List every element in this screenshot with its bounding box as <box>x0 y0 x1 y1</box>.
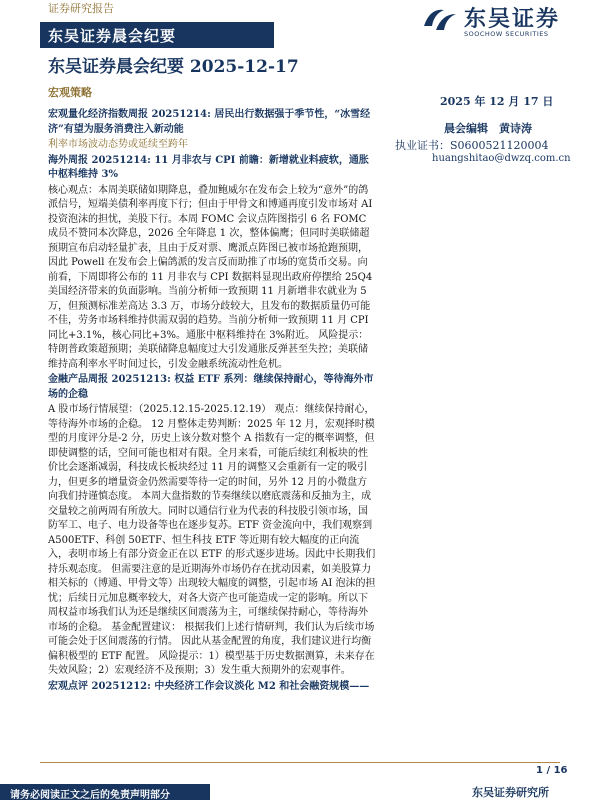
title-banner <box>40 22 274 48</box>
footer-divider <box>40 762 560 763</box>
paragraph-heading: 金融产品周报 20251213: 权益 ETF 系列：继续保持耐心，等待海外市场的企稳 <box>48 374 374 400</box>
paragraph-subtitle: 利率市场波动态势或延续至跨年 <box>48 139 188 150</box>
banner-text: 东吴证券晨会纪要 <box>48 27 177 45</box>
paragraph-heading: 宏观点评 20251212: 中央经济工作会议淡化 M2 和社会融资规模—— <box>48 680 370 692</box>
paragraph-body: 核心观点：本周美联储如期降息，叠加鲍威尔在发布会上较为“意外”的鸽派信号，短端美债利率再度下行；但由于甲骨文和博通再度引发市场对 AI 投资泡沫的担忧，美股下行。本周 FOMC 会议点阵图指引 6 名 FOMC 成员不赞同本次降息，2026 全年降息 1 次，整体偏鹰；但同时美联储超预期宣布启动轻量扩表，且由于反对票、鹰派点阵图已被市场抢跑预期，因此 Powell 在发布会上偏鸽派的发言反而助推了市场的宽货币交易。向前看，下周即将公布的 11 月非农与 CPI 数据料显现出政府停摆给 25Q4 美国经济带来的负面影响。当前分析师一致预期 11 月新增非农就业为 5 万，但预测标准差高达 3.3 万，市场分歧较大，且发布的数据质量仍可能不佳，劳务市场料维持供需双弱的趋势。当前分析师一致预期 11 月 CPI 同比+3.1%，核心同比+3%。通胀中枢料维持在 3%附近。 风险提示：特朗普政策超预期；美联储降息幅度过大引发通胀反弹甚至失控；美联储维持高利率水平时间过长，引发金融系统流动性危机。 <box>48 184 373 370</box>
report-date: 2025 年 12 月 17 日 <box>440 95 554 108</box>
logo-name-en: SOOCHOW SECURITIES <box>464 30 549 38</box>
editor-name: 晨会编辑 黄诗涛 <box>444 122 532 135</box>
certificate-number: 执业证书：S0600521120004 <box>395 139 549 152</box>
disclaimer-text: 请务必阅读正文之后的免责声明部分 <box>10 790 170 800</box>
logo-name-cn: 东吴证券 <box>464 7 561 32</box>
paragraph-heading: 海外周报 20251214: 11 月非农与 CPI 前瞻：新增就业料疲软，通胀中枢料维持 3% <box>48 154 369 180</box>
logo-mark-icon <box>420 4 460 34</box>
company-logo <box>420 2 590 42</box>
paragraph-body: A 股市场行情展望：（2025.12.15-2025.12.19） 观点：继续保持耐心，等待海外市场的企稳。 12 月整体走势判断：2025 年 12 月，宏观择时模型的月度评分是-2 分，历史上该分数对整个 A 指数有一定的概率调整，但即使调整的话，空间可能也相对有限。全月来看，可能后续红利板块的性价比会逐渐减弱，科技成长板块经过 11 月的调整又会重新有一定的吸引力，但更多的增量资金仍然需要等待一定的时间，另外 12 月的小微盘方向我们持谨慎态度。 本周大盘指数的节奏继续以磨底震荡和反抽为主，成交量较之前两周有所放大。同时以通信行业为代表的科技股引领市场，国防军工、电子、电力设备等也在逐步复苏。ETF 资金流向中，我们观察到 A500ETF、科创 50ETF、恒生科技 ETF 等近期有较大幅度的正向流入，表明市场上有部分资金正在以 ETF 的形式逐步进场。因此中长期我们持乐观态度。 但需要注意的是近期海外市场仍存在扰动因素，如美股算力相关标的（博通、甲骨文等）出现较大幅度的调整，引起市场 AI 泡沫的担忧；后续日元加息概率较大，对各大资产也可能造成一定的影响。所以下周权益市场我们认为还是继续区间震荡为主，可继续保持耐心，等待海外市场的企稳。 基金配置建议： 根据我们上述行情研判，我们认为后续市场可能会处于区间震荡的行情。 因此从基金配置的角度，我们建议进行均衡偏积极型的 ETF 配置。 风险提示：1）模型基于历史数据测算，未来存在失效风险；2）宏观经济不及预期；3）发生重大预期外的宏观事件。 <box>48 404 376 676</box>
main-content <box>48 108 376 695</box>
paragraph-heading: 宏观量化经济指数周报 20251214: 居民出行数据强于季节性，“冰雪经济”有望为服务消费注入新动能 <box>48 109 371 135</box>
editor-email: huangshitao@dwzq.com.cn <box>432 153 571 164</box>
section-label: 宏观策略 <box>48 86 92 99</box>
page-title: 东吴证券晨会纪要 2025-12-17 <box>48 57 299 77</box>
disclaimer-bar <box>0 784 210 800</box>
footer-brand: 东吴证券研究所 <box>472 786 549 799</box>
doc-type-label: 证券研究报告 <box>48 2 114 15</box>
page-number: 1 / 16 <box>536 765 568 776</box>
